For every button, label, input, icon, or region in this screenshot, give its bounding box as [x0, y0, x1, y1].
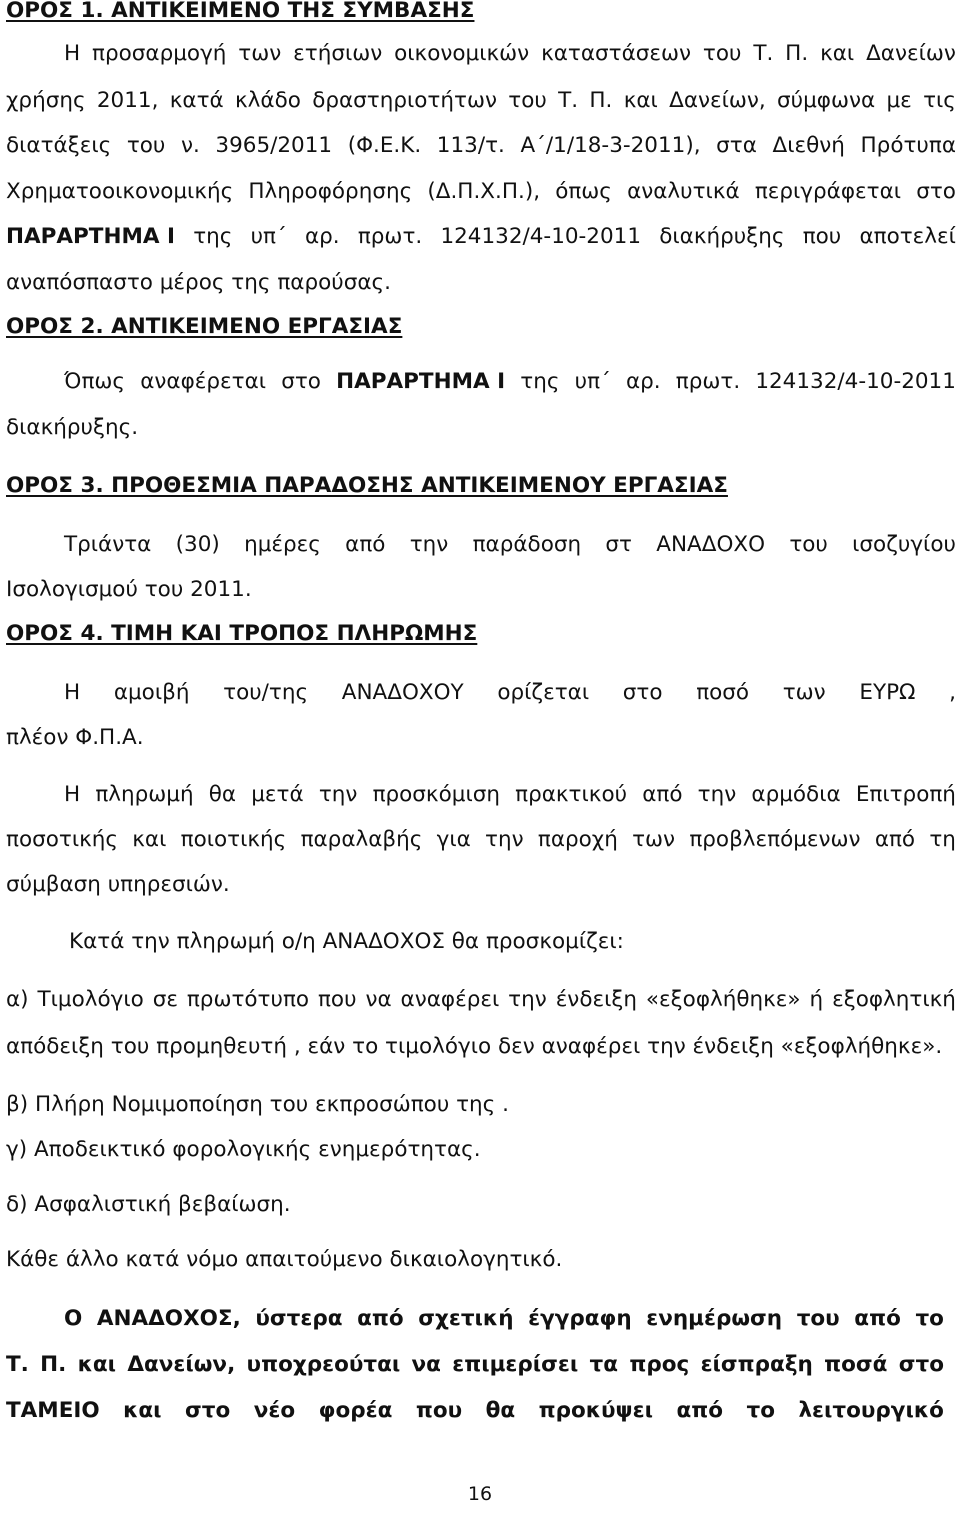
word: Π. [589, 88, 613, 113]
word: που [317, 987, 357, 1012]
word: θα [208, 782, 237, 807]
word: από [676, 1398, 724, 1423]
word: στο [185, 1398, 231, 1423]
word: προσκόμιση [372, 782, 500, 807]
word: προκύψει [538, 1398, 653, 1423]
term-1-line-5 [6, 222, 956, 252]
term-4-item-a-line-2: απόδειξη του προμηθευτή , εάν το τιμολόγιο δεν αναφέρει την ένδειξη «εξοφλήθηκε». [6, 1034, 943, 1059]
word: Δανείων, [669, 88, 766, 113]
term-4-fee-line-2: πλέον Φ.Π.Α. [6, 725, 144, 750]
word: τις [923, 88, 956, 113]
word: σύμφωνα [777, 88, 876, 113]
word: και [123, 1398, 162, 1423]
word: Δανείων, [127, 1352, 236, 1377]
term-1-line-2 [6, 86, 956, 116]
term-4-item-a-line-1 [6, 985, 956, 1015]
word: Χρηματοοικονομικής [6, 179, 234, 204]
word: πρωτ. [675, 369, 741, 394]
word: ΑΝΑΔΟΧΟ [656, 532, 766, 557]
word: των [782, 680, 826, 705]
word: του [796, 1306, 840, 1331]
word: του [702, 41, 742, 66]
word: από [642, 782, 683, 807]
word: Τ. [6, 1352, 29, 1377]
word: στα [716, 133, 757, 158]
word: Διεθνή [772, 133, 845, 158]
word: Τιμολόγιο [37, 987, 144, 1012]
word: έγγραφη [528, 1306, 632, 1331]
term-4-item-b: β) Πλήρη Νομιμοποίηση του εκπροσώπου της . [6, 1092, 509, 1117]
word: ετήσιων [293, 41, 383, 66]
word: 2011, [96, 88, 159, 113]
word: από [357, 1306, 404, 1331]
word: την [409, 532, 449, 557]
word: α) [6, 987, 29, 1012]
term-4-other-documents: Κάθε άλλο κατά νόμο απαιτούμενο δικαιολογητικό. [6, 1247, 563, 1272]
word: Π. [40, 1352, 67, 1377]
word: Η [64, 680, 81, 705]
term-4-payment-line-3: σύμβαση υπηρεσιών. [6, 872, 230, 897]
word: αρ. [625, 369, 661, 394]
word: σχετική [418, 1306, 514, 1331]
word: οικονομικών [394, 41, 530, 66]
page-number: 16 [467, 1483, 493, 1505]
annex-reference: ΠΑΡΑΡΤΗΜΑ Ι [6, 224, 175, 249]
word: και [820, 41, 855, 66]
term-4-fee-line-1 [64, 678, 956, 708]
word: όπως [555, 179, 612, 204]
word: Επιτροπή [855, 782, 956, 807]
word: νέο [253, 1398, 296, 1423]
word: των [632, 827, 676, 852]
word: με [886, 88, 912, 113]
word: (Φ.Ε.Κ. [347, 133, 422, 158]
term-3-heading: ΟΡΟΣ 3. ΠΡΟΘΕΣΜΙΑ ΠΑΡΑΔΟΣΗΣ ΑΝΤΙΚΕΙΜΕΝΟΥ ΕΡΓΑΣΙΑΣ [6, 473, 728, 498]
word: (30) [175, 532, 220, 557]
term-4-documents-intro: Κατά την πληρωμή ο/η ΑΝΑΔΟΧΟΣ θα προσκομίζει: [69, 929, 624, 954]
word: και [77, 1352, 117, 1377]
word: κατά [169, 88, 224, 113]
word: , [949, 680, 956, 705]
word: Τ. [753, 41, 774, 66]
word: την [318, 782, 358, 807]
word: Πληροφόρησης [248, 179, 413, 204]
word: ΤΑΜΕΙΟ [6, 1398, 100, 1423]
word: 3965/2011 [215, 133, 333, 158]
word: Όπως [64, 369, 126, 394]
word: ισοζυγίου [852, 532, 956, 557]
word: λειτουργικό [798, 1398, 944, 1423]
word: στο [622, 680, 663, 705]
word: ημέρες [244, 532, 321, 557]
term-4-contractor-line-1 [64, 1304, 944, 1334]
word: τη [929, 827, 956, 852]
word: από [854, 1306, 901, 1331]
word: διακήρυξης [659, 224, 785, 249]
word: παροχή [537, 827, 618, 852]
word: αμοιβή [113, 680, 190, 705]
word: ΑΝΑΔΟΧΟΥ [341, 680, 464, 705]
term-2-line-1 [64, 367, 956, 397]
word: παράδοση [472, 532, 582, 557]
word: Πρότυπα [860, 133, 956, 158]
term-4-payment-line-2 [6, 825, 956, 855]
term-1-heading: ΟΡΟΣ 1. ΑΝΤΙΚΕΙΜΕΝΟ ΤΗΣ ΣΥΜΒΑΣΗΣ [6, 0, 475, 23]
word: ΕΥΡΩ [859, 680, 916, 705]
term-1-line-6: αναπόσπαστο μέρος της παρούσας. [6, 270, 391, 295]
word: ΑΝΑΔΟΧΟΣ, [96, 1306, 241, 1331]
word: τα [589, 1352, 619, 1377]
word: αρ. [304, 224, 340, 249]
term-4-heading: ΟΡΟΣ 4. ΤΙΜΗ ΚΑΙ ΤΡΟΠΟΣ ΠΛΗΡΩΜΗΣ [6, 621, 478, 646]
word: που [415, 1398, 463, 1423]
word: 124132/4-10-2011 [755, 369, 956, 394]
word: «εξοφλήθηκε» [645, 987, 801, 1012]
word: από [345, 532, 386, 557]
word: που [802, 224, 842, 249]
word: πρωτότυπο [186, 987, 310, 1012]
word: προσαρμογή [92, 41, 227, 66]
word: της [520, 369, 560, 394]
word: περιγράφεται [754, 179, 902, 204]
term-1-line-3 [6, 131, 956, 161]
word: αποτελεί [859, 224, 956, 249]
word: το [915, 1306, 944, 1331]
word: πρωτ. [357, 224, 423, 249]
word: εξοφλητική [832, 987, 956, 1012]
word: των [238, 41, 282, 66]
word: ποσά [824, 1352, 888, 1377]
word: ύστερα [255, 1306, 343, 1331]
word: αναλυτικά [627, 179, 740, 204]
word: αναφέρεται [140, 369, 267, 394]
term-2-line-2: διακήρυξης. [6, 415, 139, 440]
word: του [508, 88, 547, 113]
word: υπ΄ [574, 369, 611, 394]
word: διατάξεις [6, 133, 112, 158]
word: του [789, 532, 828, 557]
word: την [485, 827, 524, 852]
word: ποιοτικής [180, 827, 287, 852]
word: του [126, 133, 166, 158]
word: το [746, 1398, 775, 1423]
word: (Δ.Π.Χ.Π.), [427, 179, 541, 204]
word: καταστάσεων [541, 41, 692, 66]
term-4-item-d: δ) Ασφαλιστική βεβαίωση. [6, 1192, 291, 1217]
word: φορέα [318, 1398, 393, 1423]
term-1-line-1 [64, 39, 956, 69]
word: προς [629, 1352, 690, 1377]
word: Τ. [558, 88, 579, 113]
word: πρακτικού [515, 782, 628, 807]
word: Α΄/1/18-3-2011), [520, 133, 701, 158]
word: Η [64, 41, 81, 66]
word: παραλαβής [300, 827, 423, 852]
word: μετά [251, 782, 304, 807]
word: 113/τ. [436, 133, 505, 158]
annex-reference: ΠΑΡΑΡΤΗΜΑ Ι [336, 369, 506, 394]
word: του/της [223, 680, 309, 705]
word: ενημέρωση [646, 1306, 783, 1331]
word: Η [64, 782, 81, 807]
word: στο [281, 369, 321, 394]
word: 124132/4-10-2011 [440, 224, 642, 249]
word: πληρωμή [95, 782, 194, 807]
word: υπ΄ [250, 224, 287, 249]
term-3-line-2: Ισολογισμού του 2011. [6, 577, 252, 602]
word: να [365, 987, 392, 1012]
word: αρμόδια [751, 782, 841, 807]
word: από [874, 827, 916, 852]
word: στο [898, 1352, 944, 1377]
word: την [697, 782, 737, 807]
word: αναφέρει [400, 987, 500, 1012]
word: επιμερίσει [452, 1352, 579, 1377]
term-3-line-1 [64, 530, 956, 560]
word: και [623, 88, 658, 113]
word: σε [152, 987, 178, 1012]
word: Δανείων [866, 41, 956, 66]
term-2-heading: ΟΡΟΣ 2. ΑΝΤΙΚΕΙΜΕΝΟ ΕΡΓΑΣΙΑΣ [6, 314, 403, 339]
word: στο [916, 179, 956, 204]
term-4-contractor-line-2 [6, 1350, 944, 1380]
term-4-contractor-line-3 [6, 1396, 944, 1426]
word: προβλεπόμενων [689, 827, 861, 852]
word: την [508, 987, 547, 1012]
word: ποσοτικής [6, 827, 119, 852]
word: υποχρεούται [246, 1352, 401, 1377]
word: Τριάντα [64, 532, 152, 557]
word: είσπραξη [700, 1352, 813, 1377]
word: Π. [785, 41, 809, 66]
word: της [193, 224, 233, 249]
word: ν. [180, 133, 200, 158]
term-1-line-4 [6, 177, 956, 207]
word: δραστηριοτήτων [312, 88, 497, 113]
word: στ [605, 532, 632, 557]
word: Ο [64, 1306, 83, 1331]
word: ορίζεται [497, 680, 590, 705]
word: ή [809, 987, 824, 1012]
term-4-item-c: γ) Αποδεικτικό φορολογικής ενημερότητας. [6, 1137, 481, 1162]
word: κλάδο [235, 88, 301, 113]
word: θα [485, 1398, 516, 1423]
word: να [411, 1352, 441, 1377]
word: χρήσης [6, 88, 86, 113]
word: ένδειξη [555, 987, 637, 1012]
word: για [436, 827, 471, 852]
term-4-payment-line-1 [64, 780, 956, 810]
word: και [132, 827, 167, 852]
word: ποσό [696, 680, 750, 705]
